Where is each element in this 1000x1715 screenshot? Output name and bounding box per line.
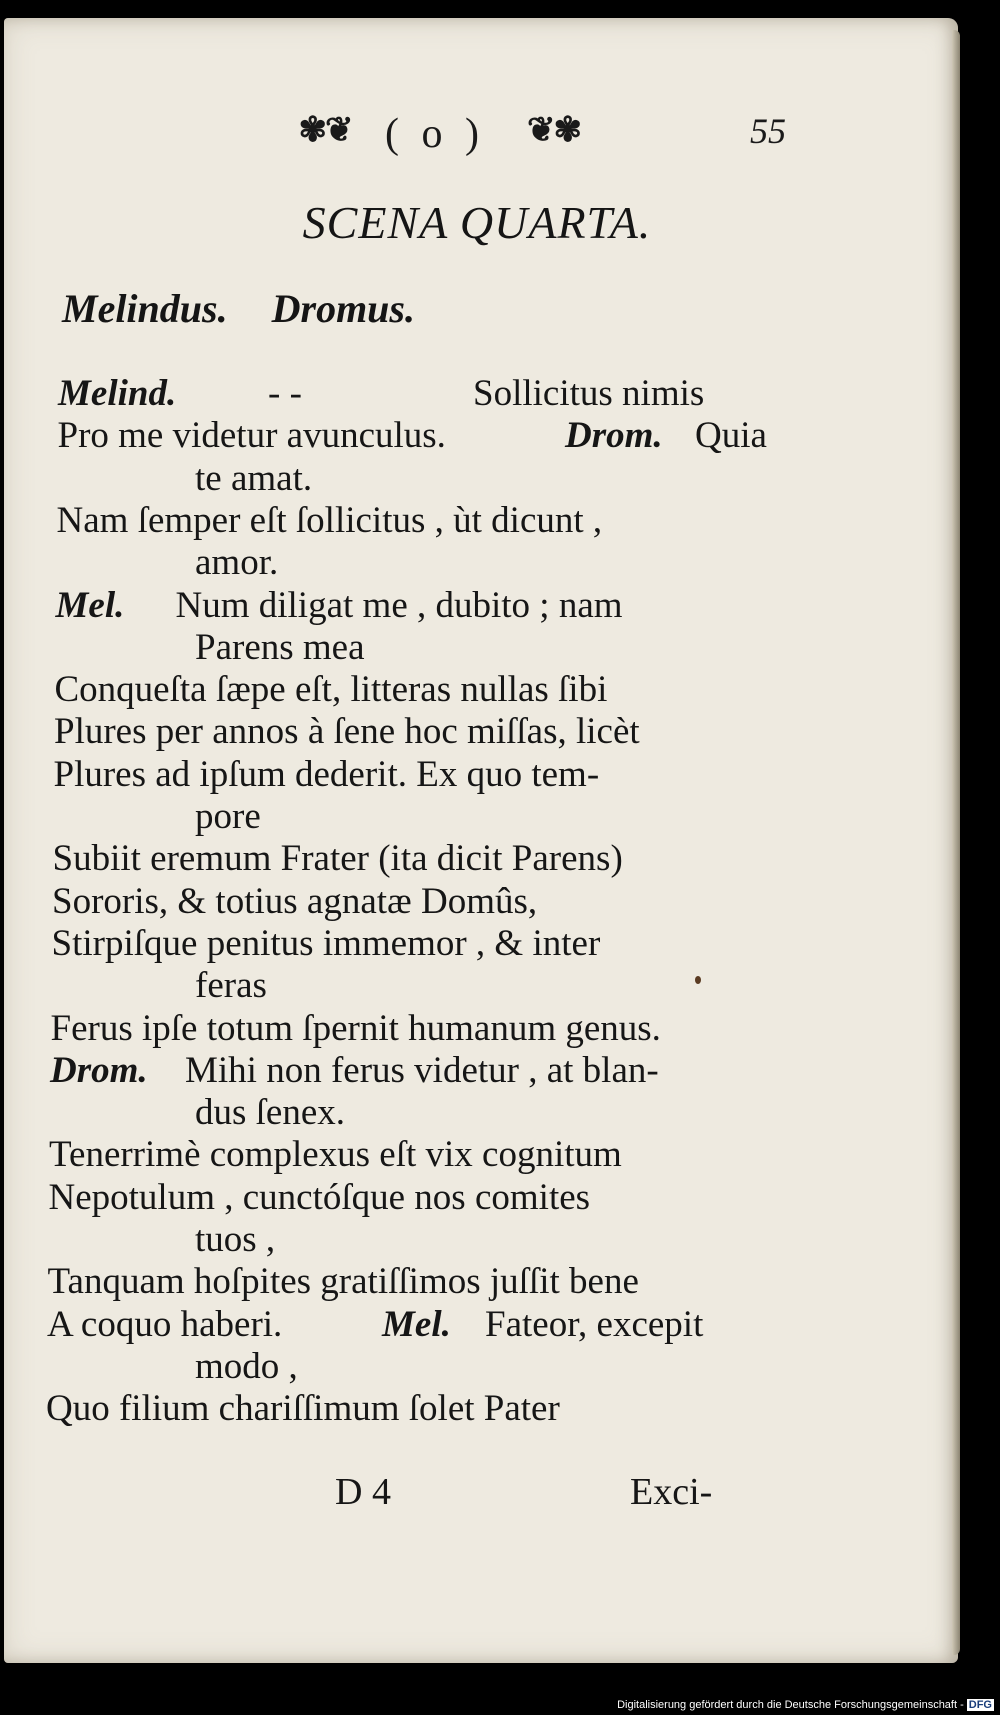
verse-line — [0, 626, 954, 672]
verse-text: Mihi non ferus videtur , at blan- — [185, 1049, 659, 1091]
speaker-label: Mel. — [55, 584, 125, 626]
verse-text: Pro me videtur avunculus. — [57, 415, 446, 457]
verse-text: Ferus ipſe totum ſpernit humanum genus. — [50, 1007, 661, 1049]
verse-text: Conqueſta ſæpe eſt, litteras nullas ſibi — [54, 669, 608, 711]
person-melindus: Melindus. — [62, 286, 228, 331]
footer-text: Digitalisierung gefördert durch die Deutsche Forschungsgemeinschaft - — [617, 1699, 964, 1711]
verse-text: amor. — [195, 542, 279, 584]
verse-line — [0, 668, 954, 714]
speaker-label: Mel. — [382, 1303, 451, 1345]
verse-line — [0, 499, 954, 545]
verse-line — [0, 795, 954, 841]
speaker-label: Melind. — [58, 373, 177, 414]
catchword: Exci- — [630, 1471, 713, 1513]
scene-title: SCENA QUARTA. — [302, 197, 652, 248]
verse-line — [0, 1049, 954, 1095]
verse-text: Sollicitus nimis — [473, 373, 705, 414]
verse-text: tuos , — [195, 1219, 276, 1260]
verse-line — [0, 372, 954, 418]
verse-line — [0, 753, 954, 799]
verse-line — [0, 964, 954, 1010]
verse-text: Subiit eremum Frater (ita dicit Parens) — [52, 838, 623, 880]
verse-text: Quia — [695, 415, 767, 457]
verse-text: Tenerrimè complexus eſt vix cognitum — [49, 1134, 622, 1176]
verse-text: Tanquam hoſpites gratiſſimos juſſit bene — [47, 1261, 639, 1303]
verse-text: te amat. — [195, 457, 313, 499]
verse-text: Parens mea — [195, 626, 365, 668]
page-number: 55 — [750, 111, 786, 151]
verse-text: Plures per annos à ſene hoc miſſas, licèt — [54, 711, 640, 753]
verse-line — [0, 584, 954, 630]
verse-text: dus ſenex. — [195, 1092, 346, 1134]
speaker-label: Drom. — [565, 415, 663, 457]
verse-line — [0, 414, 954, 460]
verse-line — [0, 1007, 954, 1053]
verse-text: Stirpiſque penitus immemor , & inter — [51, 922, 601, 964]
verse-text: Quo filium chariſſimum ſolet Pater — [46, 1388, 560, 1430]
verse-line — [0, 1176, 954, 1222]
verse-line — [0, 457, 954, 503]
ink-spot — [695, 976, 701, 984]
verse-text: Sororis, & totius agnatæ Domûs, — [52, 880, 538, 922]
verse-line — [0, 541, 954, 587]
verse-text: Nam ſemper eſt ſollicitus , ùt dicunt , — [56, 499, 603, 541]
digitization-footer — [617, 1699, 994, 1711]
verse-text: Num diligat me , dubito ; nam — [175, 584, 623, 626]
running-head — [290, 110, 580, 160]
line-gap: - - — [268, 373, 302, 414]
verse-line — [0, 922, 954, 968]
verse-text: Plures ad ipſum dederit. Ex quo tem- — [53, 753, 600, 795]
verse-text: Fateor, excepit — [485, 1303, 704, 1345]
ornament-right: ❦✾ — [527, 112, 580, 149]
verse-text: modo , — [195, 1345, 298, 1387]
verse-line — [0, 1260, 954, 1306]
dramatis-personae — [62, 285, 449, 332]
verse-text: pore — [195, 796, 261, 837]
verse-line — [0, 1218, 954, 1264]
dfg-logo: DFG — [968, 1699, 992, 1711]
signature-mark: D 4 — [335, 1471, 391, 1513]
verse-line — [0, 1345, 954, 1391]
verse-text: feras — [195, 965, 267, 1007]
verse-text: Nepotulum , cunctóſque nos comites — [48, 1176, 591, 1218]
verse-line — [0, 837, 954, 883]
verse-text: A coquo haberi. — [47, 1303, 283, 1345]
verse-line — [0, 710, 954, 756]
verse-line — [0, 880, 954, 926]
person-dromus: Dromus. — [271, 286, 415, 331]
verse-line — [0, 1387, 954, 1433]
speaker-label: Drom. — [50, 1049, 148, 1091]
ornament-left: ✾❦ — [298, 112, 352, 149]
verse-line — [0, 1133, 954, 1179]
verse-line — [0, 1303, 954, 1349]
verse-line — [0, 1091, 954, 1137]
running-head-parens: ( o ) — [385, 111, 485, 157]
